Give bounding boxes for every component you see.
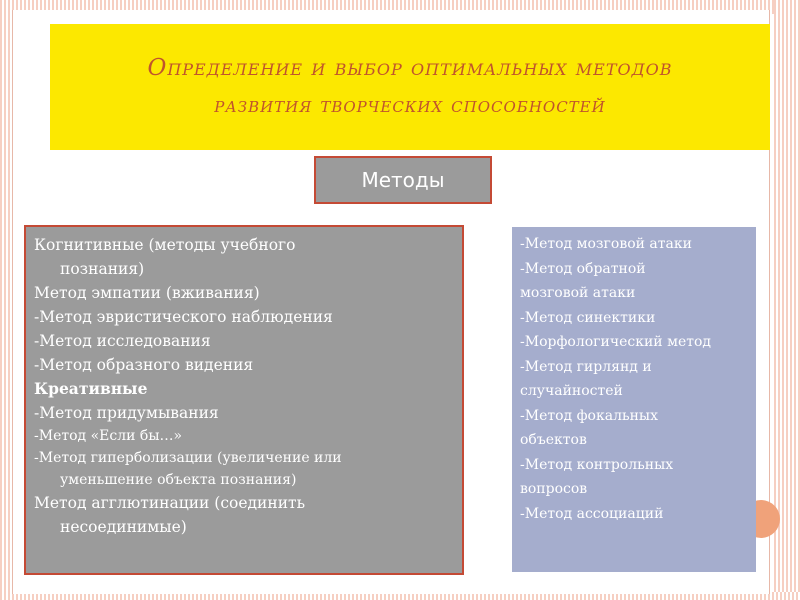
panel-line: -Метод исследования — [34, 332, 211, 350]
panel-line: Метод эмпатии (вживания) — [34, 284, 260, 302]
panel-line: -Метод эвристического наблюдения — [34, 308, 333, 326]
panel-line: -Метод гиперболизации (увеличение или — [34, 450, 342, 466]
panel-line: вопросов — [520, 481, 588, 497]
title-line-2: развития творческих способностей — [214, 93, 606, 118]
panel-line: объектов — [520, 432, 587, 448]
panel-line: -Метод мозговой атаки — [520, 236, 692, 252]
panel-line: несоединимые) — [60, 518, 187, 536]
panel-line: -Метод обратной — [520, 260, 646, 277]
title-line-1: Определение и выбор оптимальных методов — [147, 55, 673, 81]
panel-line: -Метод образного видения — [34, 356, 254, 374]
panel-line: -Метод контрольных — [520, 456, 674, 473]
panel-line: -Метод гирлянд и — [520, 358, 652, 375]
cognitive-creative-methods-panel — [24, 225, 464, 575]
panel-line: Когнитивные (методы учебного — [34, 236, 296, 254]
title-banner — [50, 24, 770, 150]
panel-line: -Метод ассоциаций — [520, 505, 664, 522]
group-methods-panel — [512, 227, 756, 572]
panel-line: -Метод придумывания — [34, 404, 219, 422]
panel-line: случайностей — [520, 383, 623, 399]
methods-heading-box — [314, 156, 492, 204]
methods-heading-label: Методы — [361, 168, 445, 192]
panel-line: мозговой атаки — [520, 285, 636, 301]
panel-line: -Метод фокальных — [520, 407, 658, 424]
panel-line: познания) — [60, 260, 145, 278]
panel-line: -Метод «Если бы…» — [34, 428, 183, 444]
panel-line: -Метод синектики — [520, 309, 656, 326]
panel-line: уменьшение объекта познания) — [60, 472, 297, 488]
panel-line: -Морфологический метод — [520, 334, 712, 350]
panel-line: Креативные — [34, 379, 148, 398]
panel-line: Метод агглютинации (соединить — [34, 494, 306, 512]
